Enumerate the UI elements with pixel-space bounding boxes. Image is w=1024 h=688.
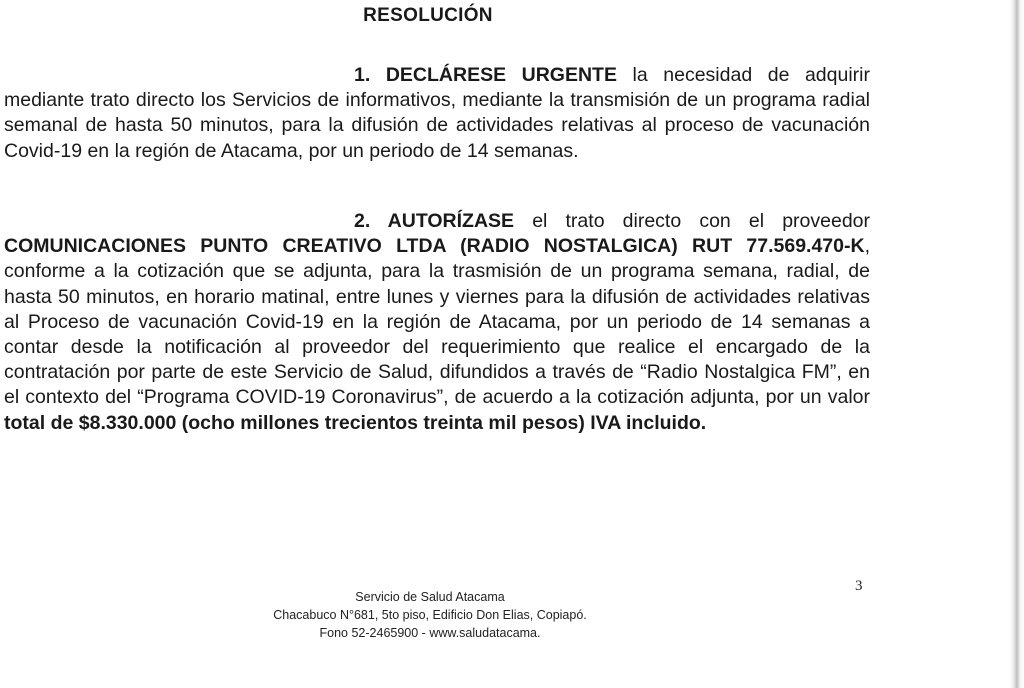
footer-contact: Fono 52-2465900 - www.saludatacama.: [319, 626, 541, 640]
paragraph2-text-b: , conforme a la cotización que se adjunta, para la trasmisión de un programa semana, radial, de hasta 50 minutos, en horario matinal, entre lunes y viernes para la difusión de actividades relativas al Proceso de vacunación Covid-19 en la región de Atacama, por un periodo de 14 semanas a contar desde la notificación al proveedor del requerimiento que realice el encargado de la contratación por parte de este Servicio de Salud, difundidos a través de “Radio Nostalgica FM”, en el contexto del “Programa COVID-19 Coronavirus”, de acuerdo a la cotización adjunta, por un valor: [4, 235, 870, 409]
paragraph-authorize: [4, 209, 870, 436]
footer-organization: Servicio de Salud Atacama: [355, 590, 505, 604]
page-number: 3: [855, 578, 863, 594]
paragraph1-text: la necesidad de adquirir mediante trato directo los Servicios de informativos, mediante la transmisión de un programa radial semanal de hasta 50 minutos, para la difusión de actividades relativas al proceso de vacunación Covid-19 en la región de Atacama, por un periodo de 14 semanas.: [4, 64, 870, 162]
footer-address: Chacabuco N°681, 5to piso, Edificio Don Elias, Copiapó.: [273, 608, 587, 622]
paragraph1-lead: 1. DECLÁRESE URGENTE: [354, 64, 617, 86]
paragraph2-lead: 2. AUTORÍZASE: [354, 210, 515, 232]
resolution-heading: RESOLUCIÓN: [363, 5, 493, 26]
provider-name: COMUNICACIONES PUNTO CREATIVO LTDA (RADIO NOSTALGICA) RUT 77.569.470-K: [4, 235, 865, 258]
paragraph-declare-urgent: [4, 63, 870, 164]
footer: [230, 588, 630, 642]
total-amount: total de $8.330.000 (ocho millones trecientos treinta mil pesos) IVA incluido.: [4, 411, 707, 434]
scan-edge: [1010, 0, 1024, 688]
paragraph2-text-a: el trato directo con el proveedor: [514, 210, 871, 232]
